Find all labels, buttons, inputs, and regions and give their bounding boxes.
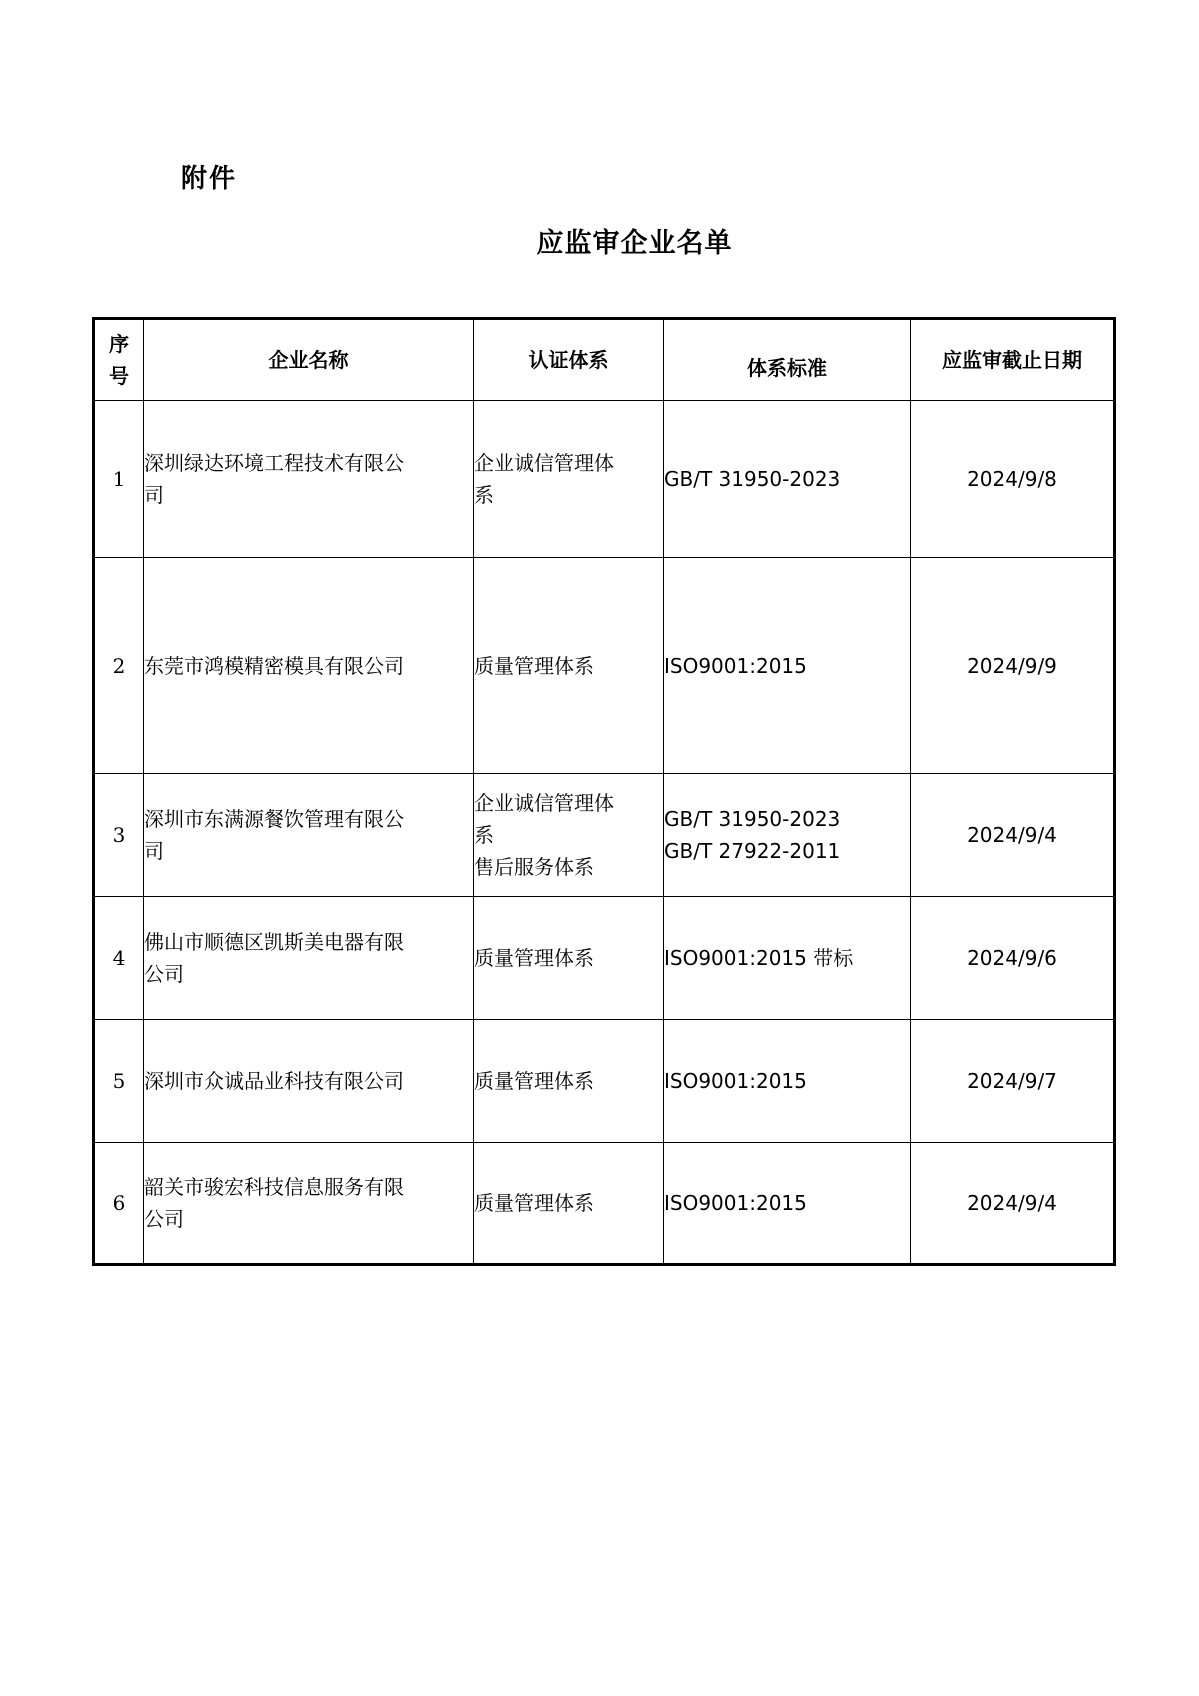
row-company-line: 司: [144, 483, 164, 507]
row-company-line: 公司: [144, 1207, 184, 1231]
row-company-line: 韶关市骏宏科技信息服务有限: [144, 1175, 404, 1199]
row-company-line: 深圳市东满源餐饮管理有限公: [144, 807, 404, 831]
row-system-line: 系: [474, 823, 494, 847]
row-deadline: 2024/9/4: [911, 1143, 1115, 1265]
page-title: 应监审企业名单: [536, 228, 733, 259]
row-seq: 2: [94, 558, 144, 774]
row-company: [144, 1143, 474, 1265]
row-standard: [664, 401, 911, 558]
row-seq: 3: [94, 774, 144, 897]
table-row: [94, 897, 1115, 1020]
header-deadline: 应监审截止日期: [911, 319, 1115, 401]
row-seq: 5: [94, 1020, 144, 1143]
row-standard-line: GB/T 27922-2011: [664, 839, 841, 863]
row-company-line: 东莞市鸿模精密模具有限公司: [144, 653, 404, 678]
row-system: [474, 401, 664, 558]
row-system-line: 质量管理体系: [474, 1069, 594, 1093]
row-deadline: 2024/9/4: [911, 774, 1115, 897]
row-deadline: 2024/9/9: [911, 558, 1115, 774]
row-company-line: 佛山市顺德区凯斯美电器有限: [144, 930, 404, 954]
table-row: [94, 1020, 1115, 1143]
row-company: [144, 1020, 474, 1143]
row-standard: [664, 1020, 911, 1143]
header-seq-line2: 号: [109, 364, 129, 388]
header-company: 企业名称: [144, 319, 474, 401]
row-company: [144, 774, 474, 897]
row-deadline: 2024/9/6: [911, 897, 1115, 1020]
row-company-line: 深圳市众诚品业科技有限公司: [144, 1069, 404, 1093]
row-system: [474, 897, 664, 1020]
header-seq-line1: 序: [109, 332, 129, 356]
table-row: [94, 401, 1115, 558]
row-seq: 4: [94, 897, 144, 1020]
row-system-line: 企业诚信管理体: [474, 451, 614, 475]
row-standard: [664, 774, 911, 897]
row-deadline: 2024/9/7: [911, 1020, 1115, 1143]
row-system-line: 企业诚信管理体: [474, 791, 614, 815]
row-standard-line: GB/T 31950-2023: [664, 467, 841, 491]
row-system: [474, 1143, 664, 1265]
row-company: [144, 558, 474, 774]
row-system: [474, 774, 664, 897]
header-system: 认证体系: [474, 319, 664, 401]
table-header-row: [94, 319, 1115, 401]
row-standard: [664, 558, 911, 774]
table-row: [94, 1143, 1115, 1265]
header-seq: [94, 319, 144, 401]
table-row: [94, 774, 1115, 897]
row-standard-line: ISO9001:2015 带标: [664, 946, 854, 970]
row-seq: 1: [94, 401, 144, 558]
row-company-line: 司: [144, 839, 164, 863]
enterprise-table: [92, 317, 1116, 1266]
row-company-line: 公司: [144, 962, 184, 986]
row-system: [474, 558, 664, 774]
row-system-line: 售后服务体系: [474, 855, 594, 879]
row-standard-line: ISO9001:2015: [664, 1069, 807, 1093]
row-system-line: 质量管理体系: [474, 653, 594, 678]
row-standard-line: ISO9001:2015: [664, 1191, 807, 1215]
table-row: [94, 558, 1115, 774]
row-system-line: 质量管理体系: [474, 1191, 594, 1215]
row-system-line: 质量管理体系: [474, 946, 594, 970]
row-company-line: 深圳绿达环境工程技术有限公: [144, 451, 404, 475]
row-deadline: 2024/9/8: [911, 401, 1115, 558]
row-system-line: 系: [474, 483, 494, 507]
row-seq: 6: [94, 1143, 144, 1265]
header-standard-label: 体系标准: [747, 356, 827, 380]
row-standard-line: GB/T 31950-2023: [664, 807, 841, 831]
row-company: [144, 897, 474, 1020]
row-system: [474, 1020, 664, 1143]
row-standard-line: ISO9001:2015: [664, 653, 807, 678]
row-standard: [664, 1143, 911, 1265]
header-standard: [664, 319, 911, 401]
row-standard: [664, 897, 911, 1020]
row-company: [144, 401, 474, 558]
attachment-label: 附件: [181, 164, 238, 194]
